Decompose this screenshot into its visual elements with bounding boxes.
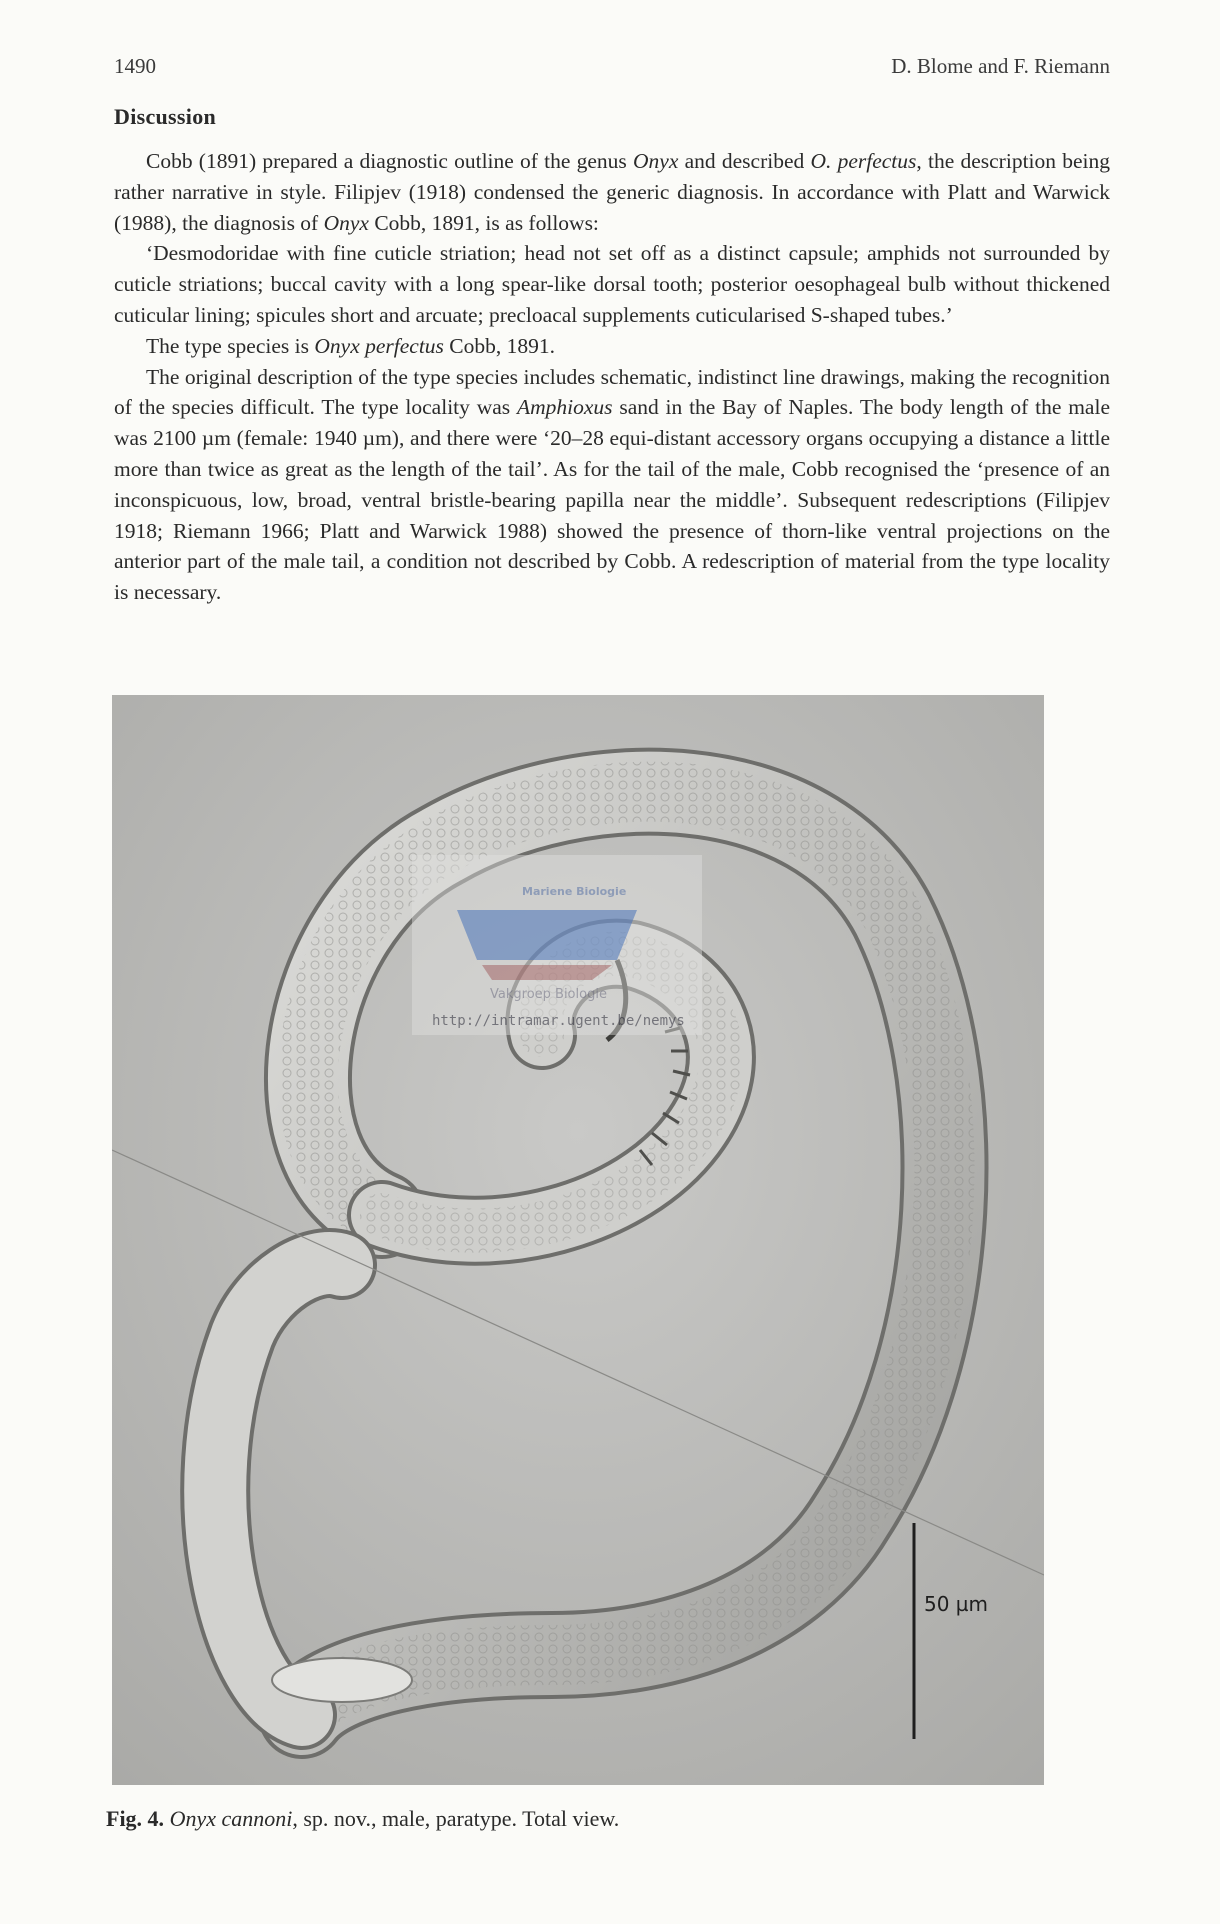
watermark-url: http://intramar.ugent.be/nemys <box>432 1013 685 1029</box>
paragraph <box>114 362 1110 608</box>
repository-watermark <box>412 855 702 1035</box>
paragraph <box>114 146 1110 238</box>
scale-bar-label: 50 µm <box>924 1592 989 1616</box>
page-number: 1490 <box>114 54 156 78</box>
oesophageal-bulb <box>272 1658 412 1702</box>
watermark-line1: Mariene Biologie <box>522 885 627 898</box>
italic-term: Amphioxus <box>516 395 613 420</box>
nematode-micrograph <box>112 695 1044 1785</box>
italic-term: Onyx perfectus <box>314 333 444 358</box>
figure-micrograph <box>112 695 1044 1785</box>
figure-caption <box>106 1806 619 1832</box>
section-title: Discussion <box>114 104 217 129</box>
text-run: The type species is <box>146 333 315 358</box>
running-authors: D. Blome and F. Riemann <box>891 54 1110 78</box>
text-run: The original description of the type species includes schematic, indistinct line drawings, making the recognition of the species difficult. The type locality was <box>114 364 1110 420</box>
text-run: and described <box>678 149 811 173</box>
text-run: Cobb, 1891. <box>443 333 556 358</box>
text-run: Cobb, 1891, is as follows: <box>368 210 599 235</box>
running-header <box>114 54 1110 84</box>
text-run: Cobb (1891) prepared a diagnostic outline of the genus <box>146 149 634 173</box>
watermark-line2: Vakgroep Biologie <box>490 987 607 1002</box>
italic-term: Onyx <box>633 149 679 173</box>
discussion-body <box>114 146 1110 608</box>
italic-term: Onyx <box>323 210 369 235</box>
caption-rest: , sp. nov., male, paratype. Total view. <box>292 1806 620 1831</box>
caption-species: Onyx cannoni <box>169 1806 293 1831</box>
text-run: sand in the Bay of Naples. The body length of the male was 2100 µm (female: 1940 µm), and there were ‘20–28 equi-distant accessory organs occupying a distance a little more than twice as great as the length of the tail’. As for the tail of the male, Cobb recognised the ‘presence of an inconspicuous, low, broad, ventral bristle-bearing papilla near the middle’. Subsequent redescriptions (Filipjev 1918; Riemann 1966; Platt and Warwick 1988) showed the presence of thorn-like ventral projections on the anterior part of the male tail, a condition not described by Cobb. A redescription of material from the type locality is necessary. <box>114 395 1110 605</box>
text-run: ‘Desmodoridae with fine cuticle striation; head not set off as a distinct capsule; amphids not surrounded by cuticle striations; buccal cavity with a long spear-like dorsal tooth; posterior oesophageal bulb without thickened cuticular lining; spicules short and arcuate; precloacal supplements cuticularised S-shaped tubes.’ <box>114 241 1110 327</box>
paragraph <box>114 331 1110 362</box>
text-run: , the description being rather narrative in style. Filipjev (1918) condensed the generic diagnosis. In accordance with Platt and Warwick (1988), the diagnosis of <box>114 149 1110 235</box>
paragraph <box>114 238 1110 330</box>
figure-label: Fig. 4. <box>106 1806 165 1831</box>
italic-term: O. perfectus <box>810 149 917 173</box>
